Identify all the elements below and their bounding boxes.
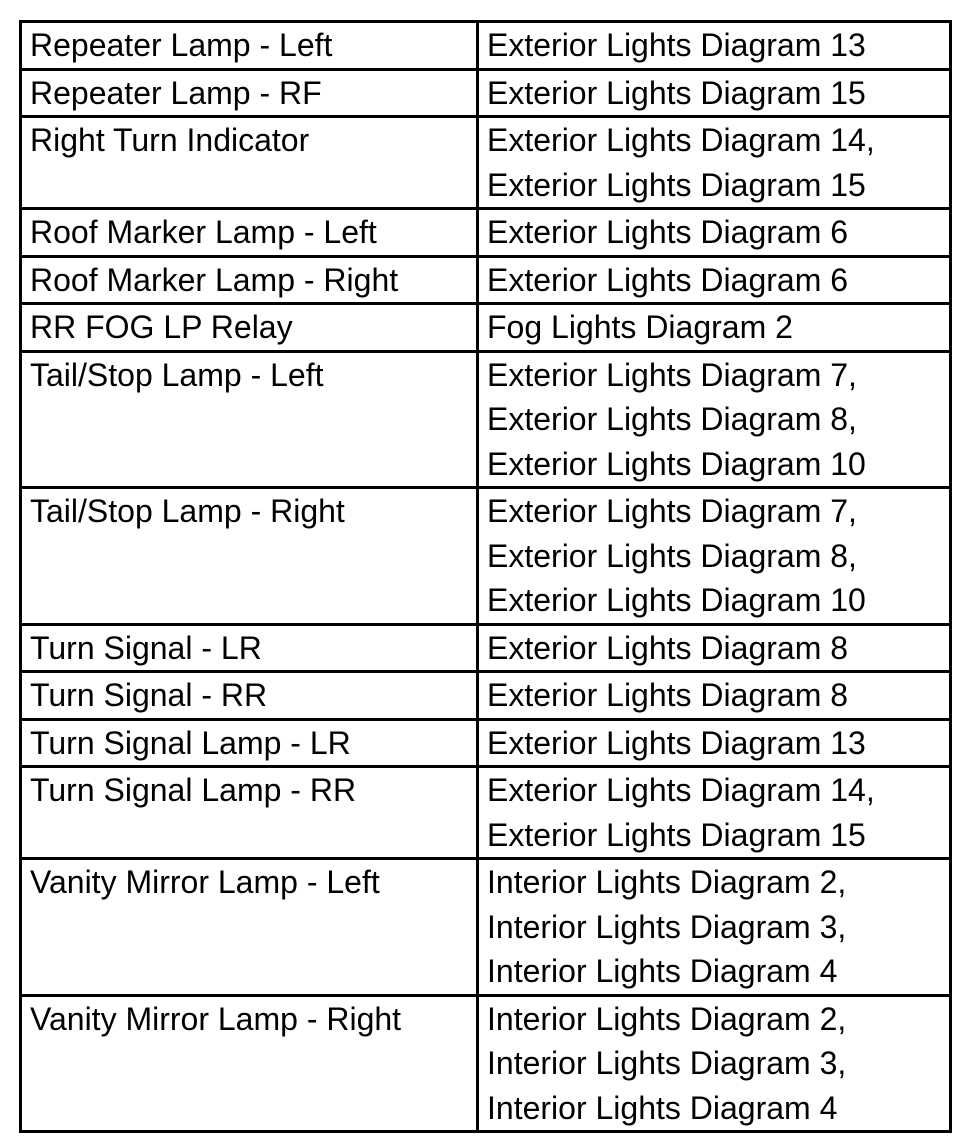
- diagram-reference: Interior Lights Diagram 2,: [487, 864, 847, 900]
- diagram-location-cell: [478, 22, 951, 70]
- component-name-cell: Turn Signal - RR: [21, 672, 478, 720]
- diagram-location-cell: [478, 69, 951, 117]
- component-name-cell: RR FOG LP Relay: [21, 304, 478, 352]
- diagram-reference: Exterior Lights Diagram 8,: [487, 537, 857, 574]
- table-row: [21, 672, 951, 720]
- diagram-reference: Fog Lights Diagram 2: [487, 309, 793, 345]
- table-body: [21, 22, 951, 1132]
- diagram-reference: Exterior Lights Diagram 15: [487, 816, 866, 853]
- component-name-cell: Turn Signal Lamp - RR: [21, 767, 478, 859]
- diagram-location-cell: [478, 488, 951, 625]
- table-row: [21, 117, 951, 209]
- component-name-cell: Repeater Lamp - Left: [21, 22, 478, 70]
- diagram-reference: Exterior Lights Diagram 14,: [487, 122, 875, 158]
- diagram-reference: Exterior Lights Diagram 13: [487, 27, 866, 63]
- diagram-reference: Exterior Lights Diagram 7,: [487, 356, 857, 393]
- table-row: [21, 209, 951, 257]
- diagram-location-cell: [478, 672, 951, 720]
- table-row: [21, 69, 951, 117]
- table-row: [21, 351, 951, 488]
- diagram-reference: Interior Lights Diagram 3,: [487, 1045, 847, 1081]
- table-row: [21, 995, 951, 1132]
- diagram-location-cell: [478, 767, 951, 859]
- diagram-reference: Exterior Lights Diagram 7,: [487, 493, 857, 529]
- diagram-reference: Interior Lights Diagram 2,: [487, 1000, 847, 1037]
- component-name-cell: Tail/Stop Lamp - Right: [21, 488, 478, 625]
- diagram-location-cell: [478, 256, 951, 304]
- component-name-cell: Vanity Mirror Lamp - Right: [21, 995, 478, 1132]
- diagram-location-cell: [478, 304, 951, 352]
- diagram-reference: Exterior Lights Diagram 14,: [487, 772, 875, 808]
- table-row: [21, 719, 951, 767]
- component-name-cell: Repeater Lamp - RF: [21, 69, 478, 117]
- diagram-reference: Exterior Lights Diagram 10: [487, 445, 866, 482]
- diagram-reference: Exterior Lights Diagram 6: [487, 261, 849, 298]
- component-name-cell: Vanity Mirror Lamp - Left: [21, 859, 478, 996]
- diagram-reference: Interior Lights Diagram 4: [487, 1089, 838, 1126]
- diagram-reference: Interior Lights Diagram 3,: [487, 908, 847, 945]
- diagram-reference: Exterior Lights Diagram 13: [487, 724, 866, 761]
- diagram-reference: Exterior Lights Diagram 15: [487, 74, 866, 111]
- component-name-cell: Right Turn Indicator: [21, 117, 478, 209]
- diagram-reference: Exterior Lights Diagram 15: [487, 166, 866, 203]
- component-location-table: [19, 20, 952, 1133]
- diagram-location-cell: [478, 117, 951, 209]
- component-name-cell: Turn Signal Lamp - LR: [21, 719, 478, 767]
- diagram-reference: Exterior Lights Diagram 8: [487, 677, 849, 713]
- diagram-location-cell: [478, 719, 951, 767]
- diagram-location-cell: [478, 209, 951, 257]
- component-name-cell: Tail/Stop Lamp - Left: [21, 351, 478, 488]
- table-row: [21, 859, 951, 996]
- diagram-location-cell: [478, 859, 951, 996]
- component-name-cell: Roof Marker Lamp - Right: [21, 256, 478, 304]
- table-row: [21, 488, 951, 625]
- diagram-location-cell: [478, 351, 951, 488]
- diagram-reference: Exterior Lights Diagram 6: [487, 214, 849, 250]
- component-name-cell: Turn Signal - LR: [21, 624, 478, 672]
- diagram-location-cell: [478, 624, 951, 672]
- table-row: [21, 304, 951, 352]
- diagram-location-cell: [478, 995, 951, 1132]
- table-row: [21, 256, 951, 304]
- table-row: [21, 624, 951, 672]
- table-row: [21, 22, 951, 70]
- diagram-reference: Exterior Lights Diagram 8: [487, 629, 849, 666]
- diagram-reference: Exterior Lights Diagram 8,: [487, 401, 857, 437]
- diagram-reference: Exterior Lights Diagram 10: [487, 582, 866, 618]
- diagram-reference: Interior Lights Diagram 4: [487, 953, 838, 989]
- table-row: [21, 767, 951, 859]
- component-name-cell: Roof Marker Lamp - Left: [21, 209, 478, 257]
